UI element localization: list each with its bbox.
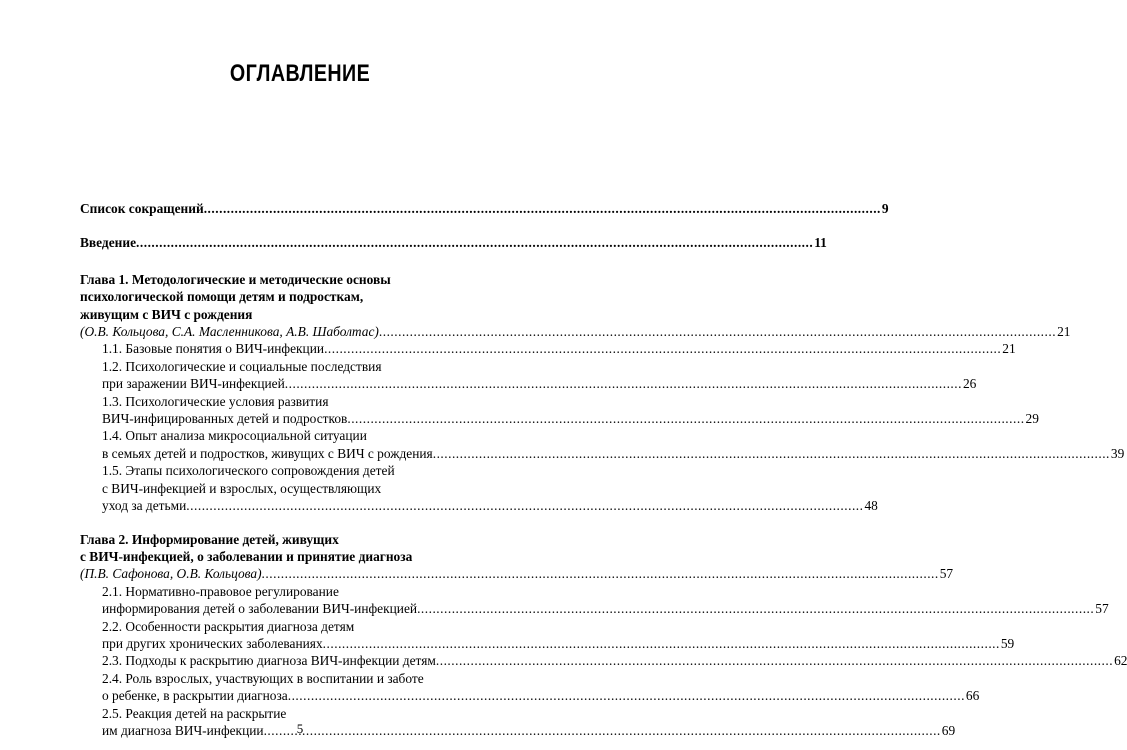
section-label: при заражении ВИЧ-инфекцией (102, 376, 285, 392)
toc-entry-page: 11 (814, 235, 827, 251)
toc-entry-page: 29 (1025, 411, 1039, 427)
chapter-heading-line: психологической помощи детям и подросткам, (80, 289, 364, 305)
section-label: 2.4. Роль взрослых, участвующих в воспитании и заботе (102, 670, 424, 686)
toc-entry-page: 69 (941, 722, 956, 738)
toc-entry-page: 48 (864, 498, 878, 514)
section-label: им диагноза ВИЧ-инфекции (102, 722, 264, 738)
toc-entry-page: 26 (962, 376, 977, 392)
toc-entry-label: Введение (80, 235, 137, 251)
toc-section-1-3 (80, 393, 1039, 428)
section-label: 1.4. Опыт анализа микросоциальной ситуации (102, 428, 367, 444)
chapter-authors-entry (80, 565, 954, 582)
toc-section-1-4 (80, 427, 1125, 462)
toc-chapter-1 (80, 271, 1125, 515)
section-label: 2.3. Подходы к раскрытию диагноза ВИЧ-инфекции детям (102, 653, 436, 669)
section-label: уход за детьми (102, 498, 187, 514)
section-label: 1.5. Этапы психологического сопровождения детей (102, 463, 395, 479)
section-label: в семьях детей и подростков, живущих с ВИЧ с рождения (102, 445, 433, 461)
toc-entry-page: 57 (939, 566, 954, 582)
section-label: о ребенке, в раскрытии диагноза (102, 688, 288, 704)
section-label: 1.3. Психологические условия развития (102, 393, 329, 409)
section-label: информирования детей о заболевании ВИЧ-инфекцией (102, 601, 418, 617)
chapter-authors: (П.В. Сафонова, О.В. Кольцова) (80, 566, 262, 582)
toc-entry-page: 57 (1095, 601, 1109, 617)
toc-section-2-1 (80, 583, 1109, 618)
toc-section-2-3 (80, 652, 1127, 669)
section-label: ВИЧ-инфицированных детей и подростков (102, 411, 348, 427)
chapter-heading-line: живущим с ВИЧ с рождения (80, 306, 253, 322)
table-of-contents (80, 200, 1127, 739)
toc-entry-page: 62 (1114, 653, 1127, 669)
chapter-authors: (О.В. Кольцова, С.А. Масленникова, А.В. Шаболтас) (80, 324, 379, 340)
toc-section-2-2 (80, 618, 1015, 653)
toc-entry-page: 39 (1110, 445, 1125, 461)
toc-entry-page: 21 (1057, 324, 1071, 340)
section-label: 2.5. Реакция детей на раскрытие (102, 705, 287, 721)
toc-entry-page: 9 (881, 201, 889, 216)
toc-entry-page: 59 (1000, 635, 1015, 651)
section-label: 1.2. Психологические и социальные последствия (102, 358, 382, 374)
toc-chapter-2 (80, 531, 1127, 740)
toc-section-1-1 (80, 340, 1016, 357)
chapter-heading-line: с ВИЧ-инфекцией, о заболевании и принятие диагноза (80, 548, 413, 564)
section-label: при других хронических заболеваниях (102, 635, 323, 651)
toc-section-1-5 (80, 462, 878, 514)
chapter-heading-line: Глава 2. Информирование детей, живущих (80, 531, 339, 547)
section-label: с ВИЧ-инфекцией и взрослых, осуществляющих (102, 480, 382, 496)
toc-entry-introduction (80, 234, 827, 251)
toc-entry-page: 21 (1002, 341, 1016, 357)
toc-entry-label: Список сокращений (80, 201, 204, 216)
toc-entry-abbreviations (80, 200, 889, 217)
section-label: 2.1. Нормативно-правовое регулирование (102, 583, 339, 599)
page-number: 5 (296, 721, 304, 736)
toc-section-1-2 (80, 358, 977, 393)
section-label: 2.2. Особенности раскрытия диагноза детям (102, 618, 355, 634)
chapter-heading-line: Глава 1. Методологические и методические основы (80, 271, 391, 287)
chapter-authors-entry (80, 323, 1071, 340)
section-label: 1.1. Базовые понятия о ВИЧ-инфекции (102, 341, 325, 357)
toc-section-2-4 (80, 670, 980, 705)
toc-entry-page: 66 (965, 688, 980, 704)
page-title: ОГЛАВЛЕНИЕ (229, 60, 371, 87)
